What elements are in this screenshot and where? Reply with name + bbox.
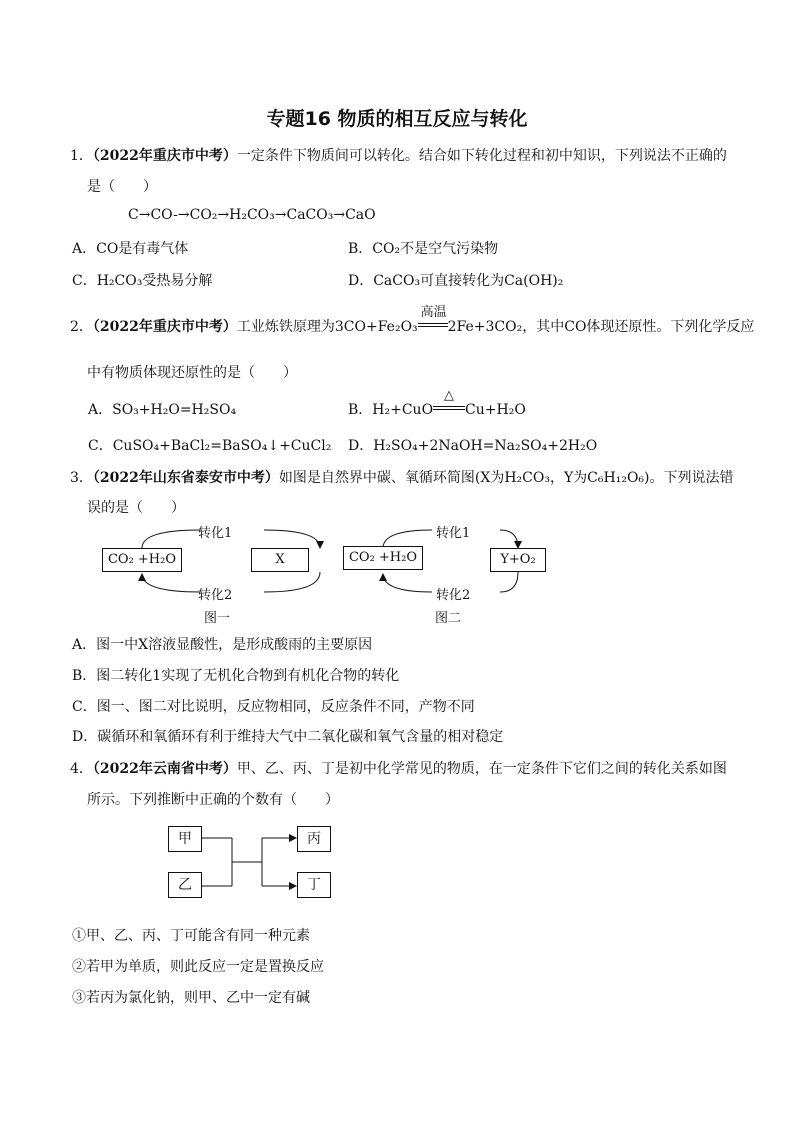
fig2-label-conversion-1: 转化1 xyxy=(436,526,471,541)
question-number: 2． xyxy=(70,319,93,335)
question-text: 一定条件下物质间可以转化。结合如下转化过程和初中知识，下列说法不正确的 xyxy=(236,148,727,164)
question-1-stem-line2: 是（ ） xyxy=(87,179,157,195)
fig1-box-x: X xyxy=(251,548,309,572)
heat-symbol: △ xyxy=(444,388,455,403)
fig2-label-conversion-2: 转化2 xyxy=(436,588,471,603)
option-a: A．图一中X溶液显酸性，是形成酸雨的主要原因 xyxy=(72,637,373,653)
option-b: B．图二转化1实现了无机化合物到有机化合物的转化 xyxy=(72,668,400,684)
fig1-label-conversion-2: 转化2 xyxy=(198,588,233,603)
question-text: 如图是自然界中碳、氧循环简图(X为H₂CO₃，Y为C₆H₁₂O₆)。下列说法错 xyxy=(278,470,734,486)
option-a: A．CO是有毒气体 xyxy=(72,241,189,257)
question-2-stem-line2: 中有物质体现还原性的是（ ） xyxy=(87,365,297,381)
conversion-chain: C→CO-→CO₂→H₂CO₃→CaCO₃→CaO xyxy=(128,207,376,223)
statement-3: ③若丙为氯化钠，则甲、乙中一定有碱 xyxy=(72,990,310,1006)
question-4-stem-line2: 所示。下列推断中正确的个数有（ ） xyxy=(87,792,339,808)
fig1-box-co2-h2o: CO₂ +H₂O xyxy=(102,548,182,572)
statement-1: ①甲、乙、丙、丁可能含有同一种元素 xyxy=(72,928,310,944)
question-number: 1． xyxy=(70,148,93,164)
option-d: D．H₂SO₄+2NaOH=Na₂SO₄+2H₂O xyxy=(348,438,598,454)
box-ding: 丁 xyxy=(297,872,331,898)
option-c: C．图一、图二对比说明，反应物相同，反应条件不同，产物不同 xyxy=(72,699,475,715)
question-text-part1: 工业炼铁原理为3CO+Fe₂O₃ xyxy=(236,319,418,335)
fig1-label-conversion-1: 转化1 xyxy=(198,526,233,541)
reaction-condition: 高温 xyxy=(420,305,447,320)
fig2-caption: 图二 xyxy=(435,611,462,626)
box-yi: 乙 xyxy=(168,872,202,898)
box-bing: 丙 xyxy=(297,826,331,852)
question-number: 3． xyxy=(70,470,93,486)
option-d: D．碳循环和氧循环有利于维持大气中二氧化碳和氧气含量的相对稳定 xyxy=(72,729,504,745)
option-a: A．SO₃+H₂O=H₂SO₄ xyxy=(88,402,237,418)
option-b-part2: Cu+H₂O xyxy=(465,402,526,418)
question-source: （2022年云南省中考） xyxy=(92,761,237,777)
question-source: （2022年山东省泰安市中考） xyxy=(92,470,279,486)
fig2-box-y-o2: Y+O₂ xyxy=(490,548,546,572)
option-c: C．H₂CO₃受热易分解 xyxy=(72,273,213,289)
question-3-stem-line2: 误的是（ ） xyxy=(87,500,185,516)
option-b-part1: B．H₂+CuO xyxy=(348,402,434,418)
box-jia: 甲 xyxy=(168,826,202,852)
page-title: 专题16 物质的相互反应与转化 xyxy=(266,108,528,130)
option-b: B．CO₂不是空气污染物 xyxy=(348,241,499,257)
fig1-caption: 图一 xyxy=(204,611,231,626)
question-text: 甲、乙、丙、丁是初中化学常见的物质，在一定条件下它们之间的转化关系如图 xyxy=(236,761,727,777)
option-d: D．CaCO₃可直接转化为Ca(OH)₂ xyxy=(348,273,564,289)
question-source: （2022年重庆市中考） xyxy=(92,148,237,164)
question-text-part2: 2Fe+3CO₂，其中CO体现还原性。下列化学反应 xyxy=(447,319,755,335)
question-source: （2022年重庆市中考） xyxy=(92,319,237,335)
option-c: C．CuSO₄+BaCl₂=BaSO₄↓+CuCl₂ xyxy=(88,438,332,454)
question-number: 4． xyxy=(70,761,93,777)
fig2-box-co2-h2o: CO₂ +H₂O xyxy=(343,546,423,570)
statement-2: ②若甲为单质，则此反应一定是置换反应 xyxy=(72,959,324,975)
